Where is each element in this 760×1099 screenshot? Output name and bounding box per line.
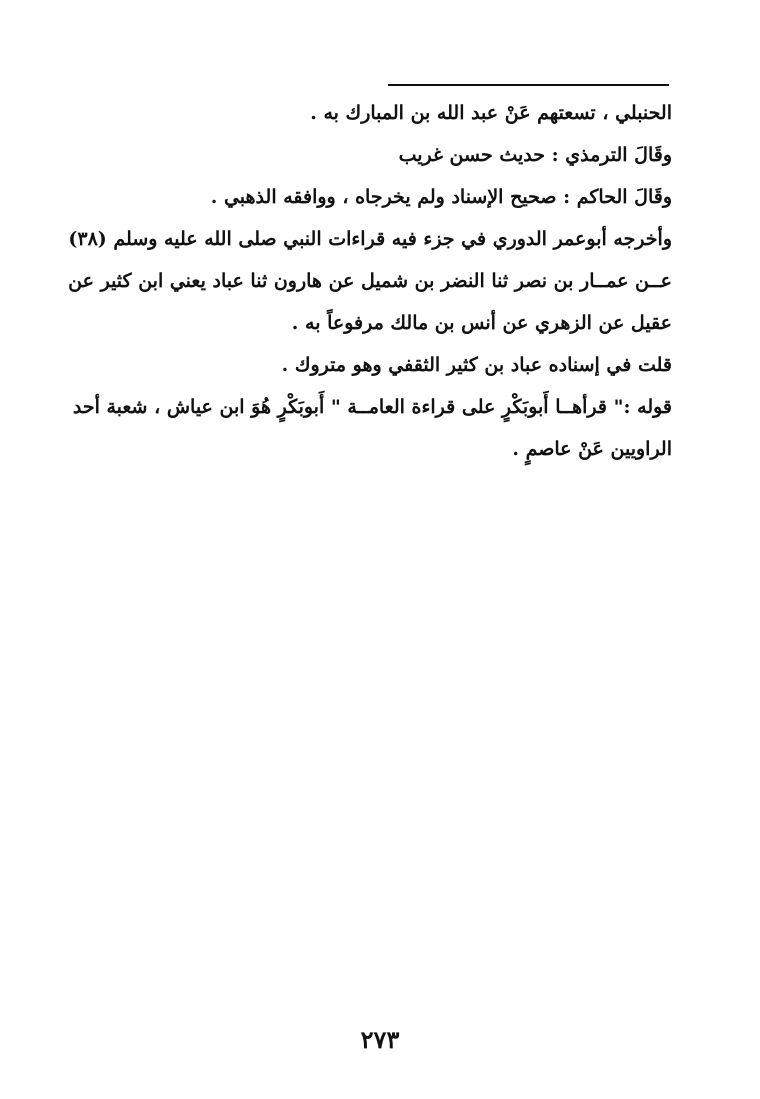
text-line-3: وقَالَ الحاكم : صحيح الإسناد ولم يخرجاه ، ووافقه الذهبي . <box>210 186 672 208</box>
text-line-2: وقَالَ الترمذي : حديث حسن غريب <box>398 144 672 166</box>
body-text <box>68 92 672 470</box>
text-line-1: الحنبلي ، تسعتهم عَنْ عبد الله بن المبارك به . <box>310 102 672 124</box>
footnote-separator-rule <box>388 84 669 86</box>
page-number: ٢٧٣ <box>360 1025 400 1054</box>
text-line-5: عــن عمــار بن نصر ثنا النضر بن شميل عن هارون ثنا عباد يعني ابن كثير عن <box>68 270 672 292</box>
text-line-4: وأخرجه أبوعمر الدوري في جزء فيه قراءات النبي صلى الله عليه وسلم (٣٨) <box>68 228 672 250</box>
text-line-8: قوله :" قرأهــا أَبوبَكْرٍ على قراءة العامــة " أَبوبَكْرٍ هُوَ ابن عياش ، شعبة أحد <box>72 396 672 418</box>
text-line-9: الراويين عَنْ عاصمٍ . <box>512 438 672 460</box>
text-line-6: عقيل عن الزهري عن أنس بن مالك مرفوعاً به . <box>291 312 672 334</box>
text-line-7: قلت في إسناده عباد بن كثير الثقفي وهو متروك . <box>281 354 672 376</box>
